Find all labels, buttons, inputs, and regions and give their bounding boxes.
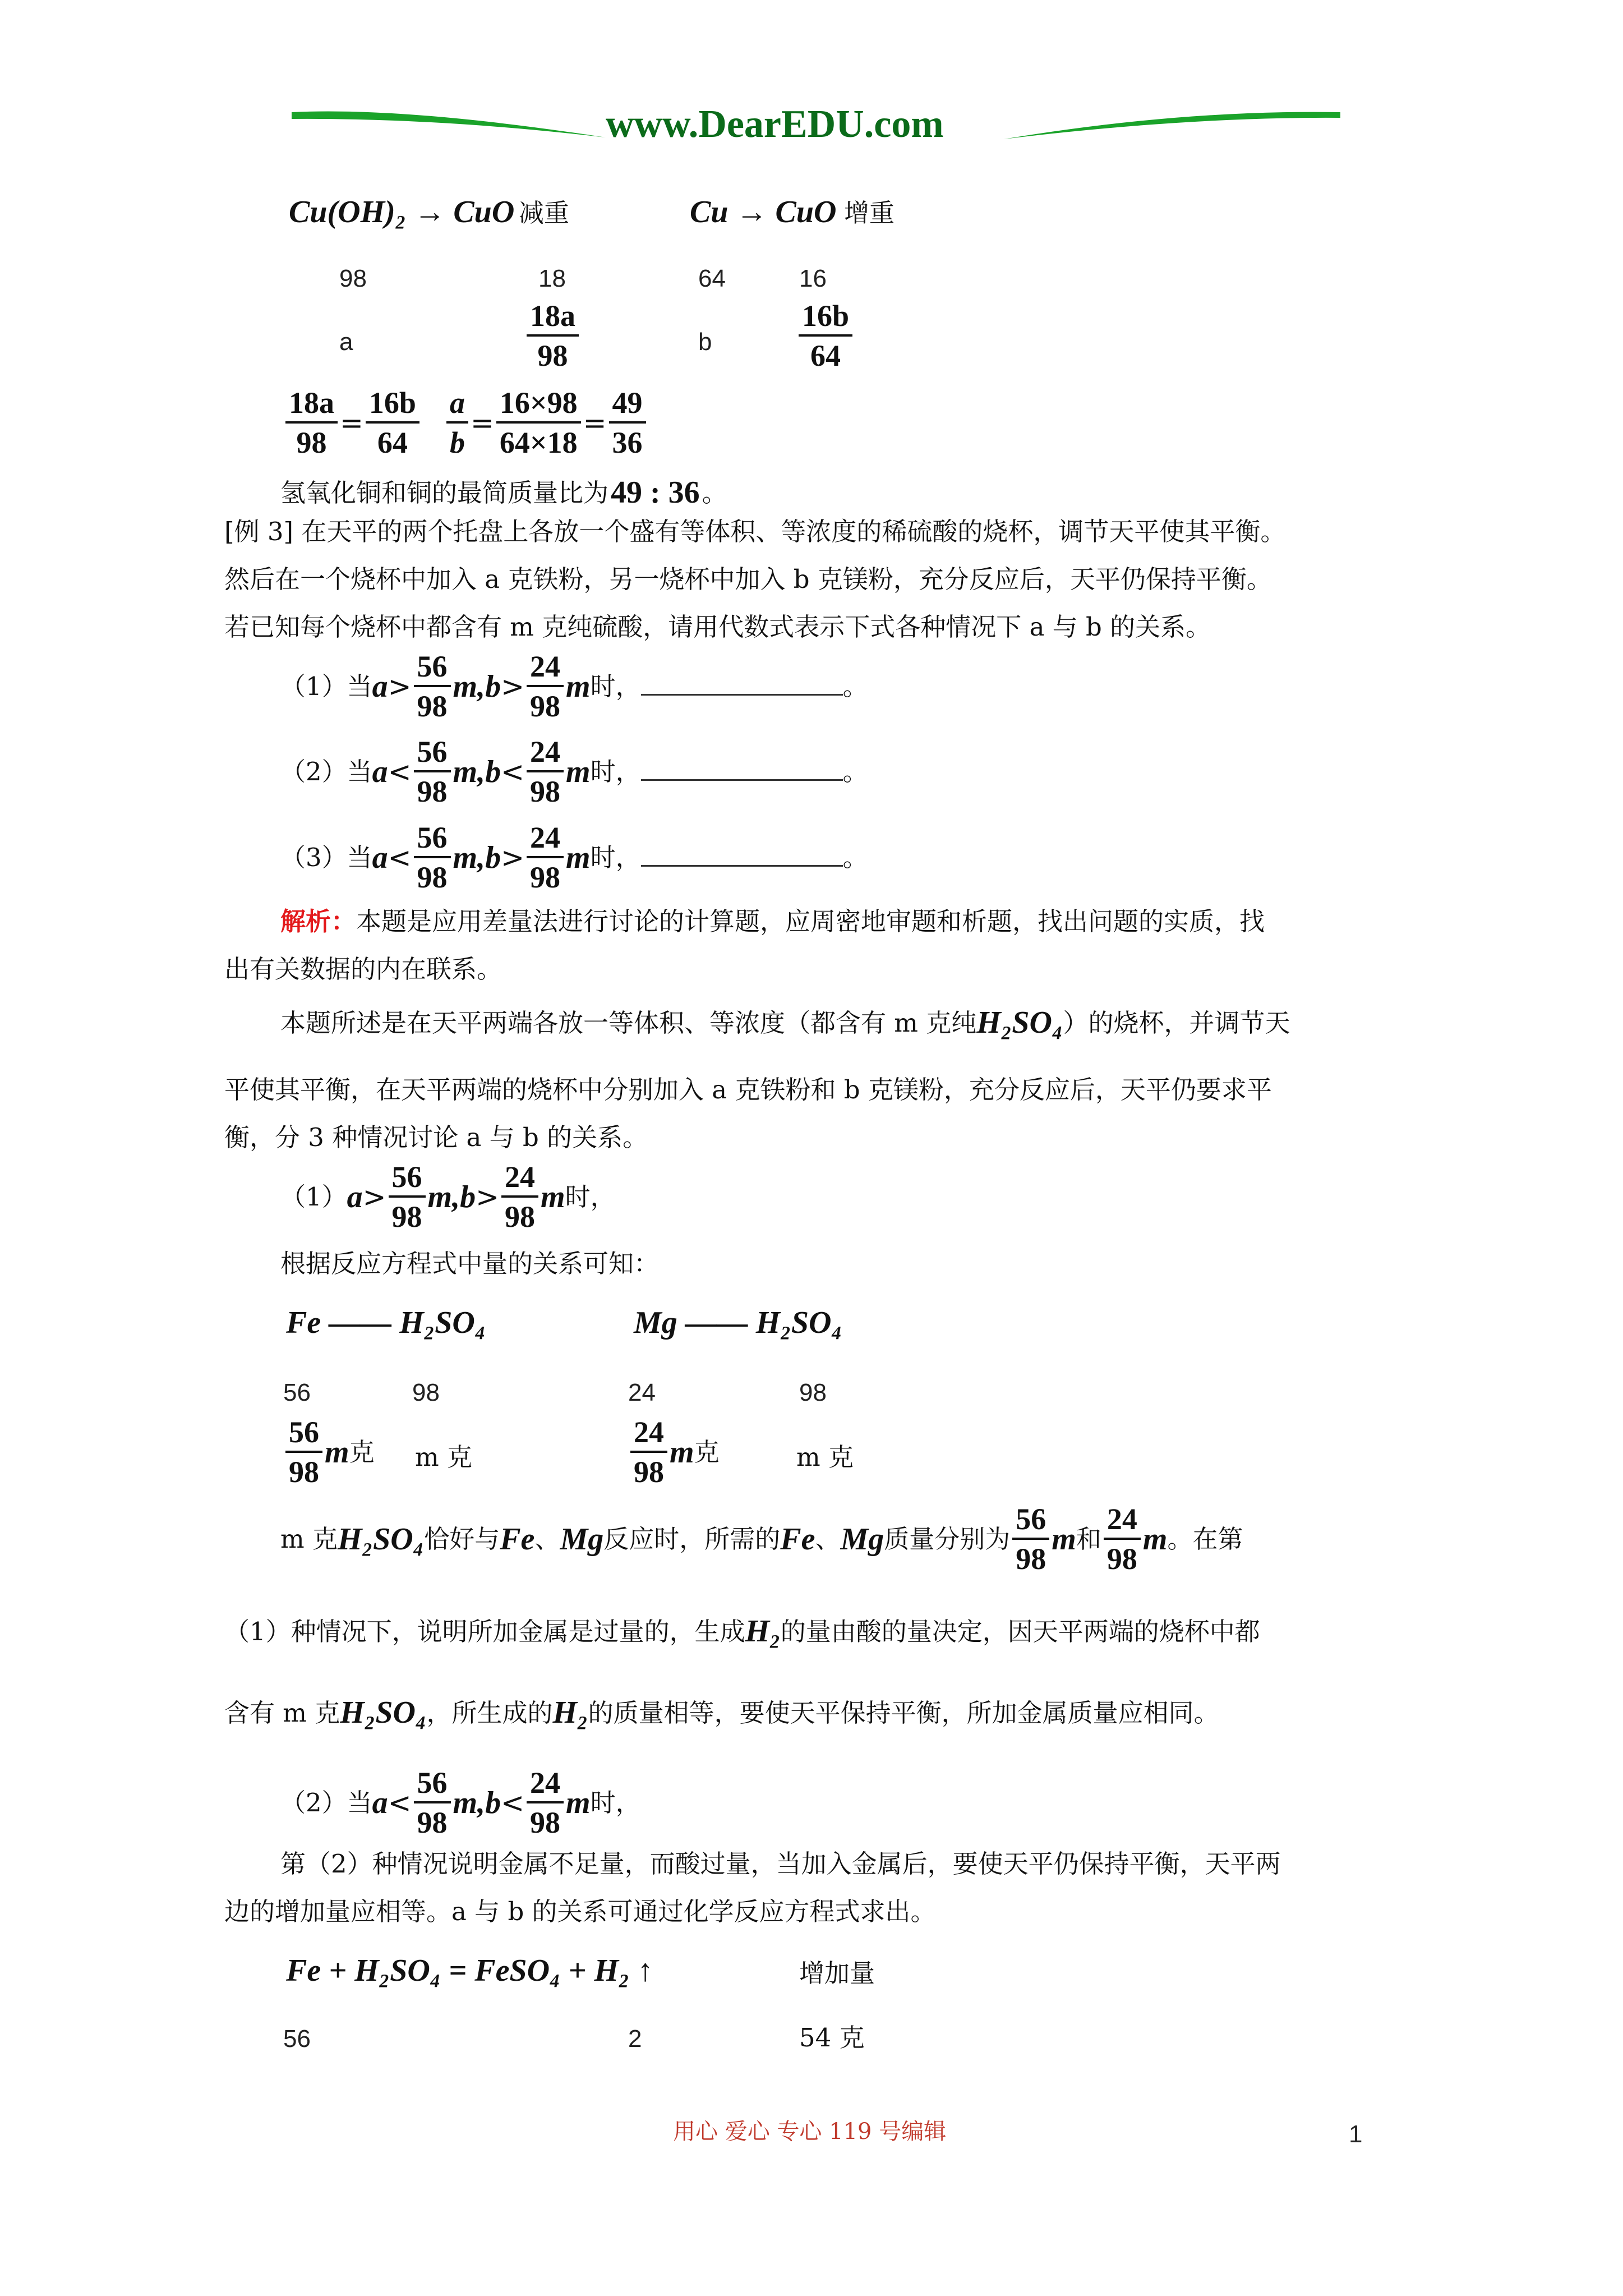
fe-num-98: 98 [412, 1379, 440, 1406]
final-num-56: 56 [283, 2025, 311, 2053]
mg-acid-mass: m 克 [796, 1442, 854, 1472]
swoosh-left-icon [292, 95, 606, 157]
num-16: 16 [799, 265, 827, 292]
eq-cu-oh2: Cu(OH)₂ → CuO [289, 195, 515, 229]
analysis-para3: m 克 H₂SO₄ 恰好与 Fe 、 Mg 反应时，所需的 Fe 、 Mg 质量分别为 $\frac{56}{98}$ m 和 $\frac{24}{98}$ m 。在第 [280, 1502, 1243, 1576]
case-3: （3）当 a < $\frac{56}{98}$ m,b > $\frac{24}{98}$ m 时， 。 [280, 821, 868, 894]
analysis-para2-line2: 平使其平衡，在天平两端的烧杯中分别加入 a 克铁粉和 b 克镁粉，充分反应后，天平仍要求平 [224, 1075, 1272, 1105]
answer-blank-2[interactable] [641, 762, 843, 781]
case-1: （1）当 a > $\frac{56}{98}$ m,b > $\frac{24}{98}$ m 时， 。 [280, 650, 868, 723]
var-a: a [339, 328, 353, 356]
example3-line2: 然后在一个烧杯中加入 a 克铁粉，另一烧杯中加入 b 克镁粉，充分反应后，天平仍保持平衡。 [224, 564, 1272, 594]
fe-mass-frac: $\frac{56}{98}$ m 克 [283, 1416, 375, 1488]
conclusion-line: 氢氧化铜和铜的最简质量比为 49 : 36 。 [280, 475, 727, 510]
analysis-case2: （2）当 a < $\frac{56}{98}$ m,b < $\frac{24}{98}$ m 时， [280, 1766, 641, 1839]
analysis-label: 解析： [280, 907, 357, 936]
fe-acid-mass: m 克 [415, 1442, 472, 1472]
num-64: 64 [698, 265, 726, 292]
analysis-para1-line1: 解析：本题是应用差量法进行讨论的计算题，应周密地审题和析题，找出问题的实质，找 [280, 907, 1265, 936]
header-banner [292, 95, 1340, 157]
eq-cu: Cu → CuO [690, 195, 837, 229]
example3-line1: [例 3] 在天平的两个托盘上各放一个盛有等体积、等浓度的稀硫酸的烧杯，调节天平使其平衡。 [224, 517, 1286, 546]
mg-h2so4-eq: Mg —— H₂SO₄ [634, 1305, 842, 1340]
analysis-case1: （1） a > $\frac{56}{98}$ m,b > $\frac{24}{98}$ m 时， [280, 1160, 616, 1234]
answer-blank-1[interactable] [641, 677, 843, 696]
final-num-54g: 54 克 [799, 2023, 865, 2053]
analysis-para6-line2: 边的增加量应相等。a 与 b 的关系可通过化学反应方程式求出。 [224, 1897, 936, 1926]
page-number: 1 [1349, 2120, 1363, 2148]
num-18: 18 [538, 265, 566, 292]
label-decrease: 减重 [519, 198, 570, 228]
label-increase: 增重 [844, 198, 895, 228]
fe-h2so4-eq: Fe —— H₂SO₄ [286, 1305, 486, 1340]
swoosh-right-icon [1004, 95, 1340, 157]
num-98: 98 [339, 265, 367, 292]
analysis-para2-line1: 本题所述是在天平两端各放一等体积、等浓度（都含有 m 克纯 H₂SO₄ ）的烧杯，并调节天 [280, 1005, 1290, 1040]
frac-16b-64: $\frac{16b}{64}$ [796, 300, 855, 371]
answer-blank-3[interactable] [641, 848, 843, 867]
example3-line3: 若已知每个烧杯中都含有 m 克纯硫酸，请用代数式表示下式各种情况下 a 与 b 的关系。 [224, 612, 1211, 642]
mg-num-24: 24 [628, 1379, 656, 1406]
mg-num-98: 98 [799, 1379, 827, 1406]
ratio-equation: $\frac{18a}{98}$ = $\frac{16b}{64}$ $\frac{a}{b}$ = $\frac{16\times 98}{64\times 18}$ = $\frac{49}{36}$ [283, 387, 648, 458]
analysis-para1-line2: 出有关数据的内在联系。 [224, 954, 502, 984]
final-equation: Fe + H₂SO₄ = FeSO₄ + H₂ ↑ [286, 1953, 653, 1988]
site-logo: www.DearEDU.com [606, 103, 944, 146]
analysis-para6-line1: 第（2）种情况说明金属不足量，而酸过量，当加入金属后，要使天平仍保持平衡，天平两 [280, 1849, 1281, 1879]
final-increase-label: 增加量 [799, 1958, 875, 1988]
basis-line: 根据反应方程式中量的关系可知： [280, 1249, 660, 1278]
mg-mass-frac: $\frac{24}{98}$ m 克 [628, 1416, 720, 1488]
case-2: （2）当 a < $\frac{56}{98}$ m,b < $\frac{24}{98}$ m 时， 。 [280, 735, 868, 808]
analysis-para5: 含有 m 克 H₂SO₄ ，所生成的 H₂ 的质量相等，要使天平保持平衡，所加金属质量应相同。 [224, 1695, 1219, 1730]
analysis-para4: （1）种情况下，说明所加金属是过量的，生成 H₂ 的量由酸的量决定，因天平两端的烧杯中都 [224, 1614, 1260, 1649]
var-b: b [698, 328, 712, 356]
frac-18a-98: $\frac{18a}{98}$ [524, 300, 581, 371]
fe-num-56: 56 [283, 1379, 311, 1406]
footer-center: 用心 爱心 专心 119 号编辑 [673, 2119, 947, 2145]
final-num-2: 2 [628, 2025, 642, 2053]
analysis-para2-line3: 衡，分 3 种情况讨论 a 与 b 的关系。 [224, 1122, 648, 1152]
